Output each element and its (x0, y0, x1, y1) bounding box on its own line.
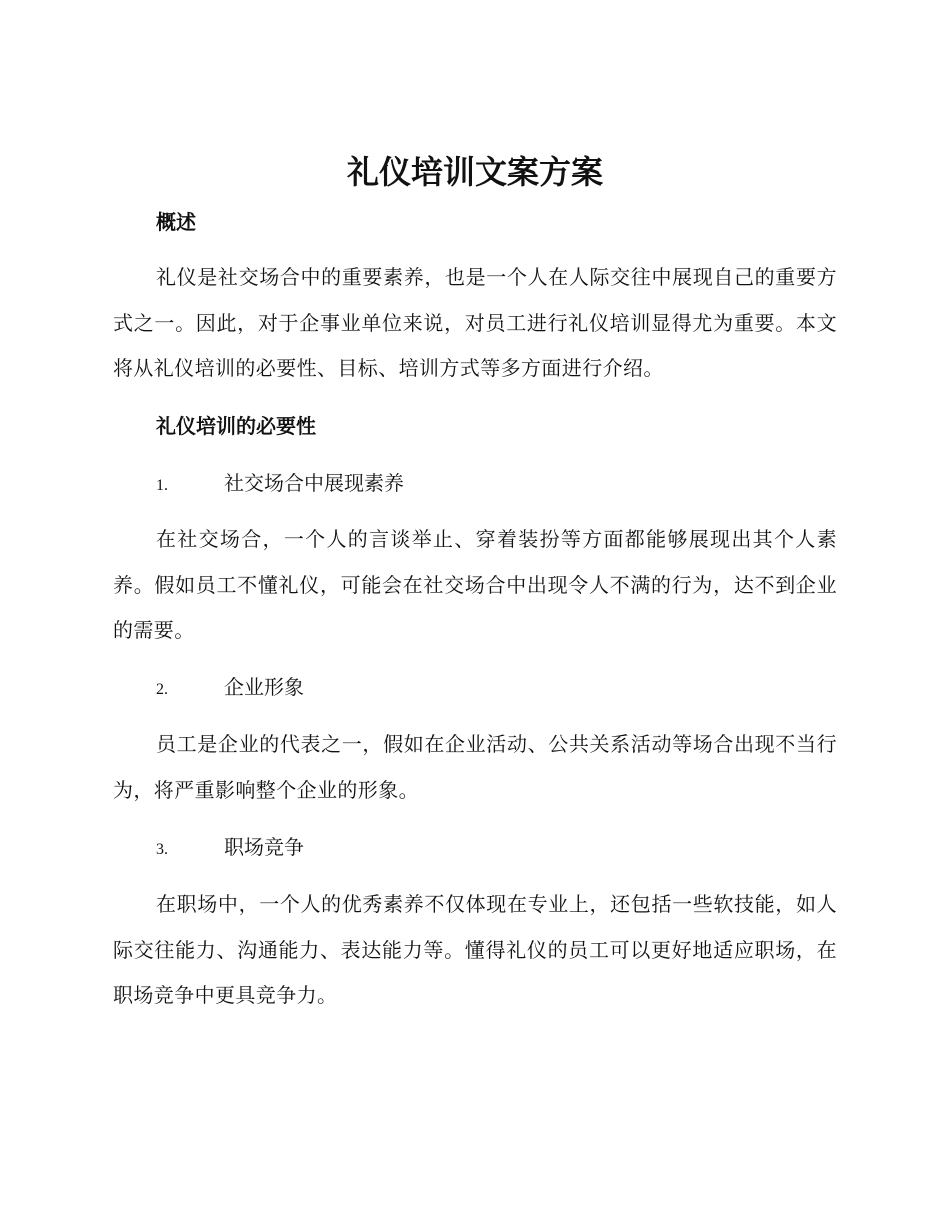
document-title: 礼仪培训文案方案 (346, 153, 603, 191)
list-item-label: 职场竞争 (224, 835, 304, 859)
item-1-paragraph: 在社交场合，一个人的言谈举止、穿着装扮等方面都能够展现出其个人素养。假如员工不懂礼仪，可能会在社交场合中出现令人不满的行为，达不到企业的需要。 (113, 527, 837, 642)
item-2-paragraph: 员工是企业的代表之一，假如在企业活动、公共关系活动等场合出现不当行为，将严重影响整个企业的形象。 (113, 732, 837, 802)
item-3-paragraph: 在职场中，一个人的优秀素养不仅体现在专业上，还包括一些软技能，如人际交往能力、沟通能力、表达能力等。懂得礼仪的员工可以更好地适应职场，在职场竞争中更具竞争力。 (113, 892, 837, 1007)
section-heading-overview: 概述 (156, 210, 196, 234)
list-item-number: 2. (156, 681, 168, 698)
list-item-label: 社交场合中展现素养 (224, 471, 404, 495)
section-heading-necessity: 礼仪培训的必要性 (156, 414, 316, 438)
list-item-3 (156, 833, 304, 864)
list-item-2 (156, 673, 304, 704)
list-item-label: 企业形象 (224, 675, 304, 699)
overview-paragraph: 礼仪是社交场合中的重要素养，也是一个人在人际交往中展现自己的重要方式之一。因此，对于企事业单位来说，对员工进行礼仪培训显得尤为重要。本文将从礼仪培训的必要性、目标、培训方式等多方面进行介绍。 (113, 265, 837, 380)
list-item-number: 1. (156, 477, 168, 494)
list-item-1 (156, 469, 404, 500)
list-item-number: 3. (156, 841, 168, 858)
